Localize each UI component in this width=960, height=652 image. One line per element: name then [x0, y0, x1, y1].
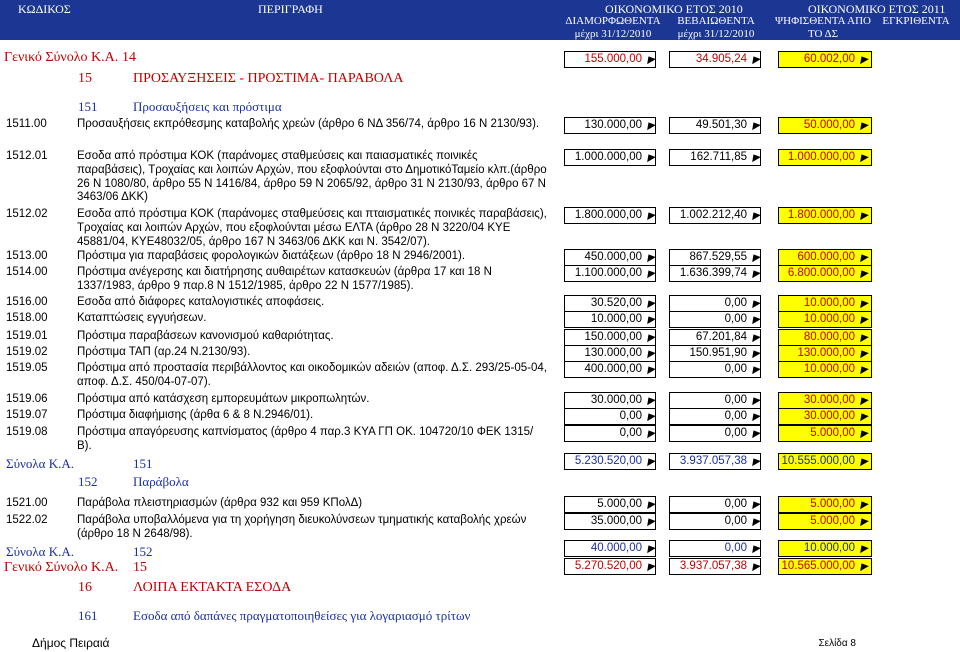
row-description: Προσαυξήσεις εκπρόθεσμης καταβολής χρεών (άρθρο 6 ΝΔ 356/74, άρθρο 16 Ν 2130/93).	[77, 118, 540, 130]
row-description: Εσοδα από πρόστιμα ΚΟΚ (παράνομες σταθμεύσεις και παιασματικές ποινικές παραβάσεις), Τροχαίας και λοιπών Αρχών, που εξοφλούνται στο ΔημοτικόΤαμείο κλπ.(άρθρο 26 Ν 1080/80, άρθρο 55 Ν 1416/84, άρθρο 59 Ν 2065/92, άρθρο 31 Ν 2130/93, άρθρο 67 Ν 3463/06 ΔΚΚ)	[77, 150, 547, 204]
row-code: 1519.05	[6, 362, 48, 374]
row-formed-value: 1.100.000,00	[565, 266, 655, 281]
row-certified-value: 0,00	[670, 312, 760, 327]
row-certified-value: 1.636.399,74	[670, 266, 760, 281]
general-total-15-label: Γενικό Σύνολο Κ.Α.	[4, 560, 119, 575]
section-161-title: Εσοδα από δαπάνες πραγματοποιηθείσες για λογαριασμό τρίτων	[133, 608, 471, 623]
row-formed-value: 30.000,00	[565, 393, 655, 408]
general-total-15-v3: 10.565.000,00	[778, 559, 868, 574]
section-152-title: Παράβολα	[133, 474, 189, 489]
general-total-14-v3: 60.002,00	[778, 52, 868, 67]
header-formed	[563, 15, 663, 41]
header-description: ΠΕΡΙΓΡΑΦΗ	[258, 2, 323, 16]
total-151-v1: 5.230.520,00	[565, 454, 655, 469]
row-formed-value: 1.800.000,00	[565, 208, 655, 223]
header-year-2010: ΟΙΚΟΝΟΜΙΚΟ ΕΤΟΣ 2010	[605, 2, 743, 16]
header-formed-date: μέχρι 31/12/2010	[574, 28, 652, 40]
header-voted-line1: ΨΗΦΙΣΘΕΝΤΑ ΑΠΟ	[775, 15, 871, 27]
row-code: 1519.06	[6, 393, 48, 405]
row-code: 1512.01	[6, 150, 48, 162]
general-total-14-v2: 34.905,24	[670, 52, 760, 67]
total-151-v3: 10.555.000,00	[778, 454, 868, 469]
general-total-15-v1: 5.270.520,00	[565, 559, 655, 574]
header-certified-date: μέχρι 31/12/2010	[677, 28, 755, 40]
row-description: Καταπτώσεις εγγυήσεων.	[77, 312, 207, 324]
row-voted-value: 5.000,00	[778, 426, 868, 441]
footer-page-number: Σελίδα 8	[818, 638, 856, 649]
row-voted-value: 50.000,00	[778, 118, 868, 133]
header-voted-line2: ΤΟ ΔΣ	[807, 28, 839, 40]
section-16-title: ΛΟΙΠΑ ΕΚΤΑΚΤΑ ΕΣΟΔΑ	[133, 580, 292, 595]
row-description: Πρόστιμα από προστασία περιβάλλοντος και οικοδομικών αδειών (αποφ. Δ.Σ. 293/25-05-04, αποφ. Δ.Σ. 450/04-07-07).	[77, 362, 547, 388]
row-code: 1511.00	[6, 118, 47, 130]
row-formed-value: 30.520,00	[565, 296, 655, 311]
header-voted	[773, 15, 873, 41]
total-152-label: Σύνολα Κ.Α.	[6, 544, 75, 559]
row-certified-value: 0,00	[670, 409, 760, 424]
section-151-code: 151	[78, 99, 98, 114]
header-certified-label: ΒΕΒΑΙΩΘΕΝΤΑ	[677, 15, 755, 27]
row-voted-value: 1.000.000,00	[778, 150, 868, 165]
section-15-title: ΠΡΟΣΑΥΞΗΣΕΙΣ - ΠΡΟΣΤΙΜΑ- ΠΑΡΑΒΟΛΑ	[133, 71, 404, 86]
row-certified-value: 0,00	[670, 426, 760, 441]
section-16-code: 16	[78, 580, 92, 595]
row-description: Πρόστιμα από κατάσχεση εμπορευμάτων μικροπωλητών.	[77, 393, 370, 405]
total-151-code: 151	[133, 456, 153, 471]
row-formed-value: 130.000,00	[565, 118, 655, 133]
row-voted-value: 130.000,00	[778, 346, 868, 361]
row-description: Εσοδα από πρόστιμα ΚΟΚ (παράνομες σταθμεύσεις και πταισματικές ποινικές παραβάσεις), Τροχαίας και λοιπών Αρχών, που εξοφλούνται μέσω ΕΛΤΑ (άρθρο 28 Ν 3220/04 ΚΥΕ 45881/04, ΚΥΕ48032/05, άρθρο 167 Ν 3463/06 ΔΚΚ και Ν. 3542/07).	[77, 208, 547, 248]
row-code: 1519.01	[6, 330, 48, 342]
row-formed-value: 150.000,00	[565, 330, 655, 345]
row-voted-value: 10.000,00	[778, 312, 868, 327]
row-code: 1512.02	[6, 208, 48, 220]
row-formed-value: 400.000,00	[565, 362, 655, 377]
row-code: 1519.07	[6, 409, 48, 421]
general-total-15-v2: 3.937.057,38	[670, 559, 760, 574]
row-description: Πρόστιμα ΤΑΠ (αρ.24 Ν.2130/93).	[77, 346, 251, 358]
row-code: 1519.08	[6, 426, 48, 438]
row-formed-value: 130.000,00	[565, 346, 655, 361]
row-code: 1519.02	[6, 346, 48, 358]
row-certified-value: 1.002.212,40	[670, 208, 760, 223]
row-code: 1513.00	[6, 250, 48, 262]
row-voted-value: 30.000,00	[778, 409, 868, 424]
row-formed-value: 0,00	[565, 409, 655, 424]
row-certified-value: 0,00	[670, 514, 760, 529]
general-total-14-code: 14	[122, 50, 136, 65]
row-voted-value: 80.000,00	[778, 330, 868, 345]
general-total-15-code: 15	[133, 560, 147, 575]
row-description: Πρόστιμα απαγόρευσης καπνίσματος (άρθρο 4 παρ.3 ΚΥΑ ΓΠ ΟΚ. 104720/10 ΦΕΚ 1315/Β).	[77, 426, 534, 452]
row-code: 1516.00	[6, 296, 48, 308]
header-formed-label: ΔΙΑΜΟΡΦΩΘΕΝΤΑ	[565, 15, 661, 27]
row-voted-value: 6.800.000,00	[778, 266, 868, 281]
row-voted-value: 10.000,00	[778, 362, 868, 377]
header-year-2011: ΟΙΚΟΝΟΜΙΚΟ ΕΤΟΣ 2011	[808, 2, 946, 16]
total-152-code: 152	[133, 544, 153, 559]
row-certified-value: 162.711,85	[670, 150, 760, 165]
row-voted-value: 30.000,00	[778, 393, 868, 408]
row-code: 1521.00	[6, 497, 48, 509]
row-formed-value: 35.000,00	[565, 514, 655, 529]
row-certified-value: 867.529,55	[670, 250, 760, 265]
row-description: Εσοδα από διάφορες καταλογιστικές αποφάσεις.	[77, 296, 325, 308]
row-code: 1514.00	[6, 266, 48, 278]
row-formed-value: 1.000.000,00	[565, 150, 655, 165]
row-code: 1518.00	[6, 312, 48, 324]
general-total-14-label: Γενικό Σύνολο Κ.Α.	[4, 50, 119, 65]
row-formed-value: 5.000,00	[565, 497, 655, 512]
row-description: Πρόστιμα διαφήμισης (άρθα 6 & 8 Ν.2946/01).	[77, 409, 314, 421]
section-151-title: Προσαυξήσεις και πρόστιμα	[133, 99, 282, 114]
row-formed-value: 10.000,00	[565, 312, 655, 327]
footer-municipality: Δήμος Πειραιά	[32, 636, 110, 650]
general-total-14-v1: 155.000,00	[565, 52, 655, 67]
row-description: Πρόστιμα παραβάσεων κανονισμού καθαριότητας.	[77, 330, 334, 342]
section-152-code: 152	[78, 474, 98, 489]
row-description: Παράβολα υποβαλλόμενα για τη χορήγηση διευκολύνσεων τμηματικής καταβολής χρεών (άρθρο 18 Ν 2648/98).	[77, 514, 527, 540]
header-certified	[666, 15, 766, 41]
row-voted-value: 1.800.000,00	[778, 208, 868, 223]
total-151-v2: 3.937.057,38	[670, 454, 760, 469]
row-formed-value: 450.000,00	[565, 250, 655, 265]
row-certified-value: 0,00	[670, 393, 760, 408]
total-152-v3: 10.000,00	[778, 541, 868, 556]
row-certified-value: 0,00	[670, 497, 760, 512]
row-certified-value: 0,00	[670, 362, 760, 377]
row-certified-value: 150.951,90	[670, 346, 760, 361]
row-code: 1522.02	[6, 514, 48, 526]
total-151-label: Σύνολα Κ.Α.	[6, 456, 75, 471]
table-header	[0, 0, 960, 40]
row-formed-value: 0,00	[565, 426, 655, 441]
row-description: Παράβολα πλειστηριασμών (άρθρα 932 και 959 ΚΠολΔ)	[77, 497, 363, 509]
header-code: ΚΩΔΙΚΟΣ	[18, 2, 71, 16]
total-152-v1: 40.000,00	[565, 541, 655, 556]
section-15-code: 15	[78, 71, 92, 86]
section-161-code: 161	[78, 608, 98, 623]
row-voted-value: 600.000,00	[778, 250, 868, 265]
row-certified-value: 0,00	[670, 296, 760, 311]
row-description: Πρόστιμα για παραβάσεις φορολογικών διατάξεων (άρθρο 18 Ν 2946/2001).	[77, 250, 466, 262]
row-voted-value: 10.000,00	[778, 296, 868, 311]
row-certified-value: 49.501,30	[670, 118, 760, 133]
row-voted-value: 5.000,00	[778, 514, 868, 529]
row-voted-value: 5.000,00	[778, 497, 868, 512]
total-152-v2: 0,00	[670, 541, 760, 556]
row-description: Πρόστιμα ανέγερσης και διατήρησης αυθαιρέτων κατασκευών (άρθρα 17 και 18 Ν 1337/1983, άρθρο 9 παρ.8 Ν 1512/1985, άρθρο 22 Ν 1577/1985).	[77, 266, 492, 292]
row-certified-value: 67.201,84	[670, 330, 760, 345]
header-approved: ΕΓΚΡΙΘΕΝΤΑ	[882, 15, 950, 27]
